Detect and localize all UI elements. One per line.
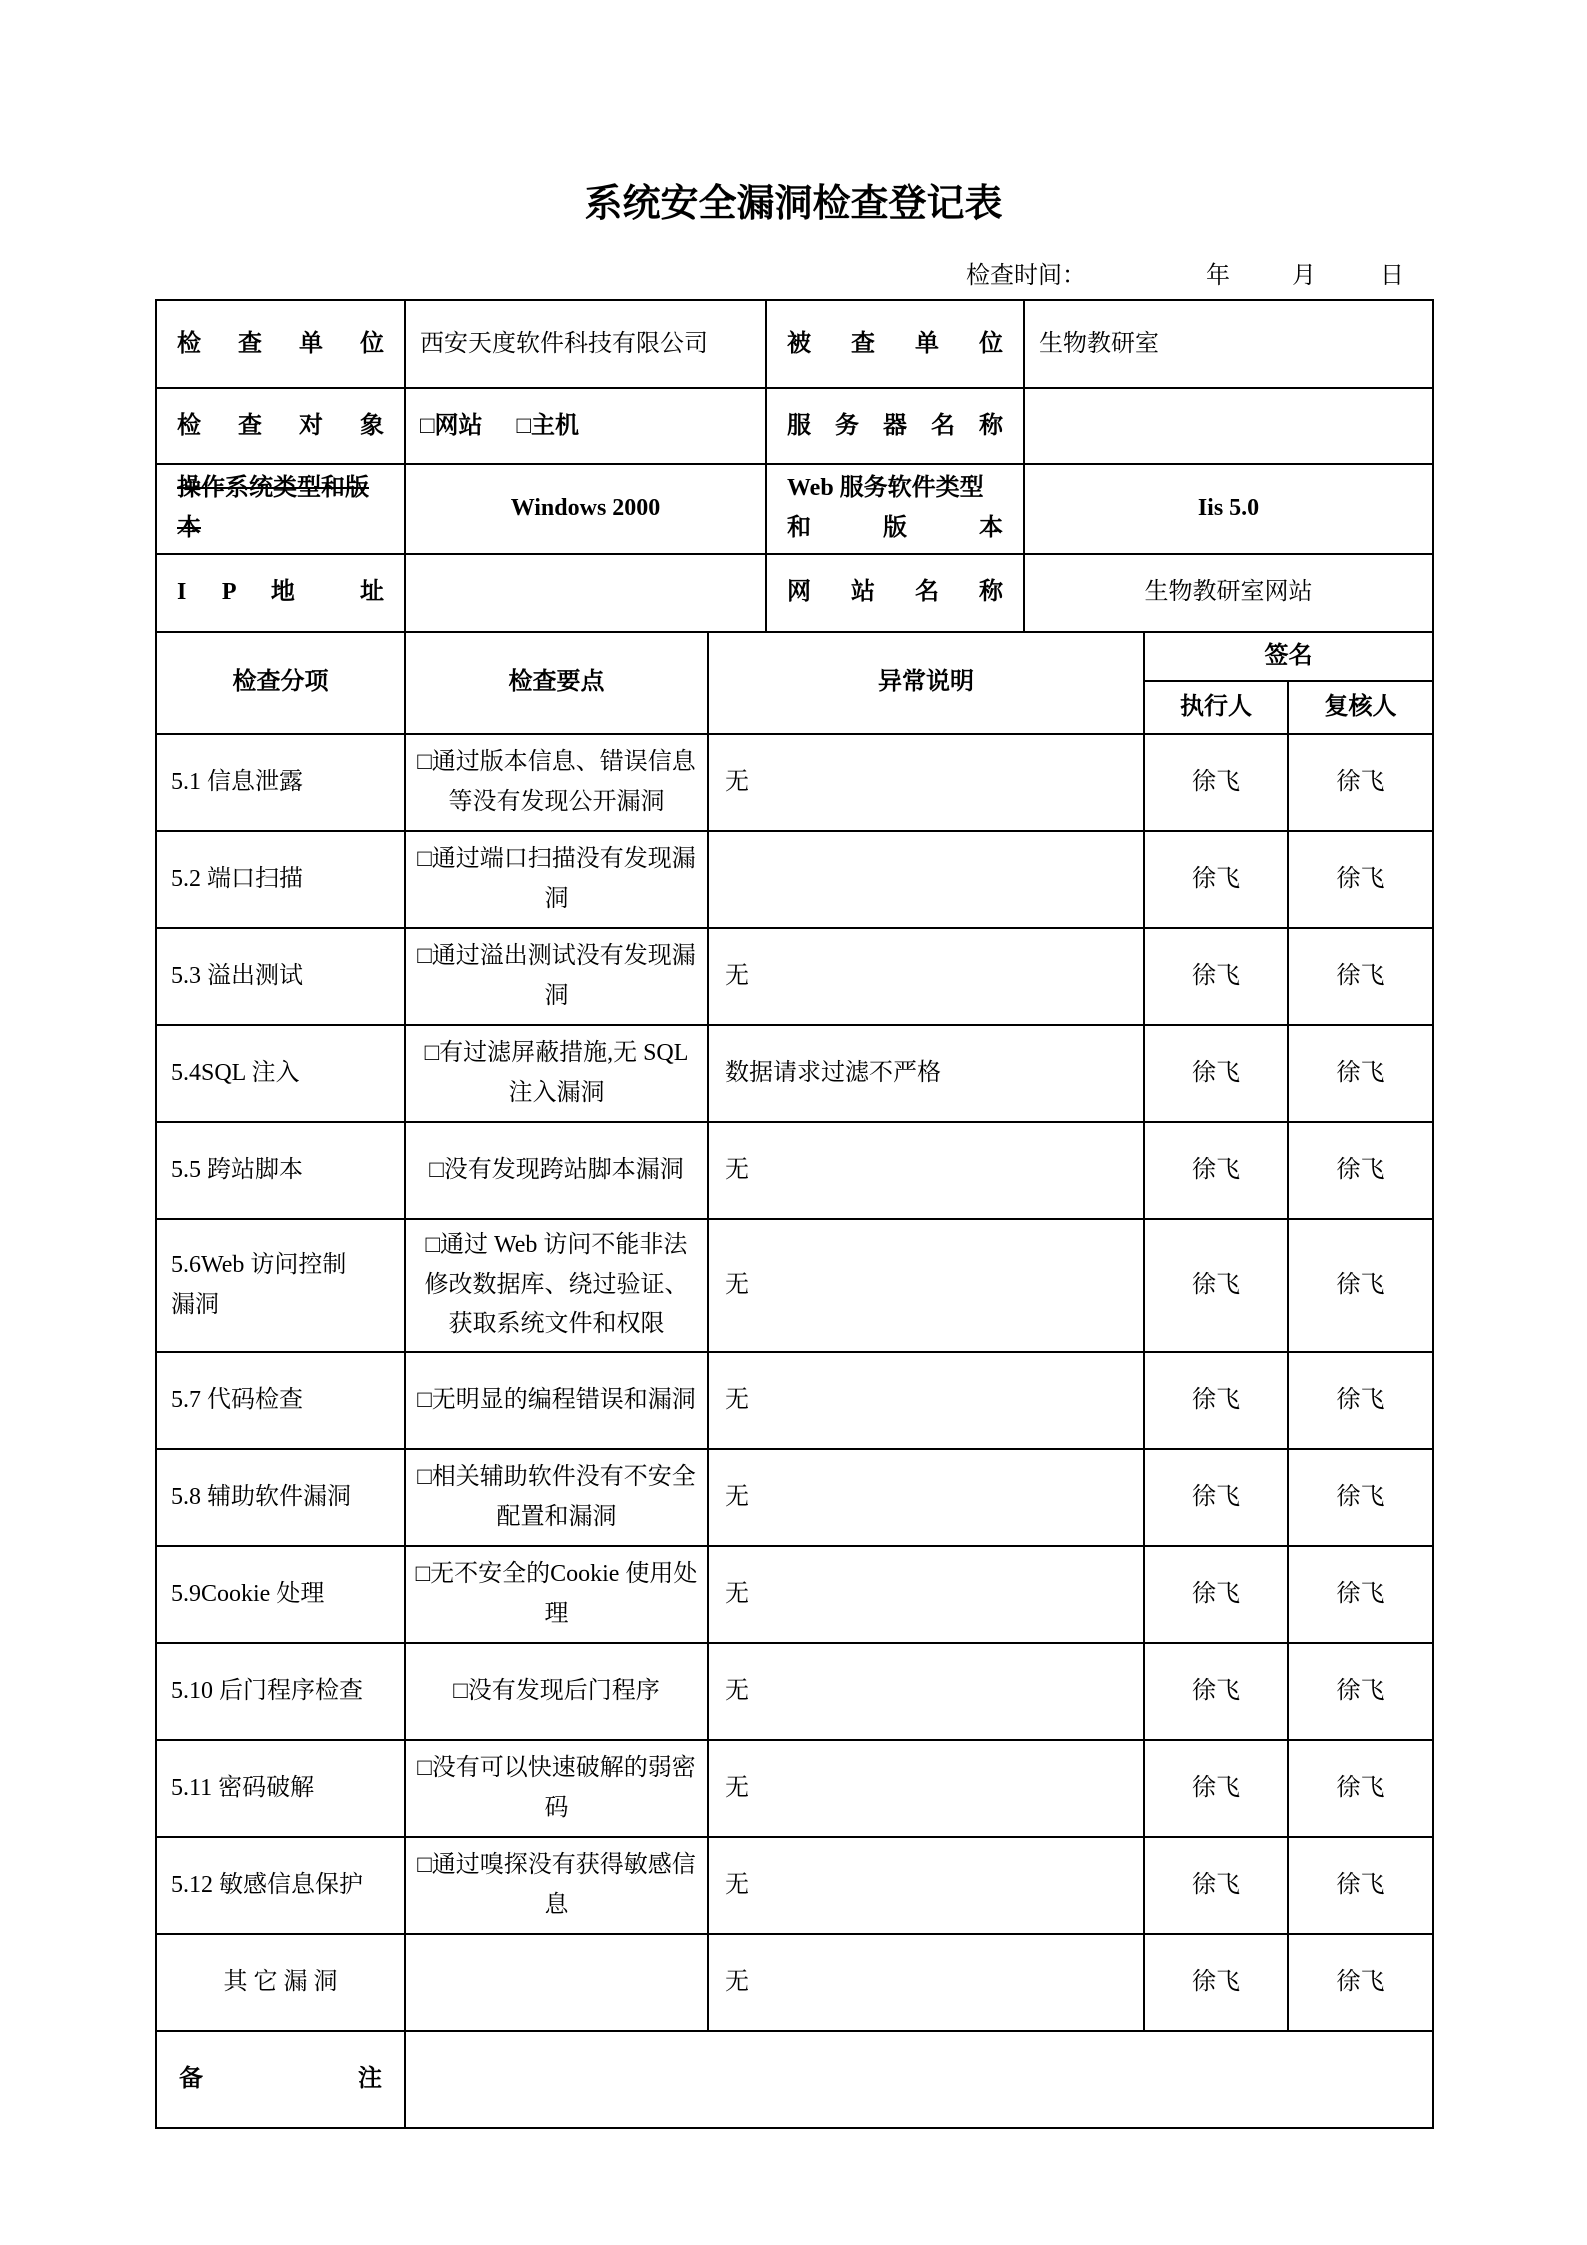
server-name-value xyxy=(1024,388,1433,464)
check-item: 5.11 密码破解 xyxy=(156,1740,405,1837)
executor-signature: 徐飞 xyxy=(1144,928,1288,1025)
reviewer-signature: 徐飞 xyxy=(1288,1219,1433,1352)
check-item: 其 它 漏 洞 xyxy=(156,1934,405,2031)
ip-address-label: I P 地 址 xyxy=(156,554,405,632)
date-day-label: 日 xyxy=(1380,263,1404,290)
date-label: 检查时间： xyxy=(966,263,1086,290)
check-point: □有过滤屏蔽措施,无 SQL 注入漏洞 xyxy=(405,1025,708,1122)
executor-signature: 徐飞 xyxy=(1144,1837,1288,1934)
check-abnormal: 无 xyxy=(708,1740,1144,1837)
check-item: 5.9Cookie 处理 xyxy=(156,1546,405,1643)
check-item: 5.1 信息泄露 xyxy=(156,734,405,831)
executor-signature: 徐飞 xyxy=(1144,1934,1288,2031)
executor-signature: 徐飞 xyxy=(1144,1546,1288,1643)
page-title: 系统安全漏洞检查登记表 xyxy=(584,183,1003,225)
document-page xyxy=(155,0,1432,2129)
reviewer-signature: 徐飞 xyxy=(1288,1740,1433,1837)
site-name-value: 生物教研室网站 xyxy=(1024,554,1433,632)
header-signature: 签名 xyxy=(1144,632,1433,682)
header-check-item: 检查分项 xyxy=(156,632,405,735)
executor-signature: 徐飞 xyxy=(1144,831,1288,928)
check-point: □通过 Web 访问不能非法修改数据库、绕过验证、获取系统文件和权限 xyxy=(405,1219,708,1352)
check-point: □没有可以快速破解的弱密码 xyxy=(405,1740,708,1837)
info-row-os xyxy=(156,464,1433,553)
check-row xyxy=(156,1837,1433,1934)
check-header-row-1 xyxy=(156,632,1433,682)
ip-address-value xyxy=(405,554,766,632)
executor-signature: 徐飞 xyxy=(1144,1449,1288,1546)
web-software-label-line1: Web 服务软件类型 xyxy=(787,475,984,502)
reviewer-signature: 徐飞 xyxy=(1288,1122,1433,1219)
header-executor: 执行人 xyxy=(1144,681,1288,734)
check-row xyxy=(156,1219,1433,1352)
header-check-point: 检查要点 xyxy=(405,632,708,735)
check-table xyxy=(155,631,1434,2130)
check-item: 5.6Web 访问控制漏洞 xyxy=(156,1219,405,1352)
check-abnormal: 无 xyxy=(708,1352,1144,1449)
check-row xyxy=(156,1025,1433,1122)
reviewer-signature: 徐飞 xyxy=(1288,1643,1433,1740)
check-abnormal: 无 xyxy=(708,1546,1144,1643)
reviewer-signature: 徐飞 xyxy=(1288,1837,1433,1934)
check-abnormal: 无 xyxy=(708,1643,1144,1740)
inspect-unit-value: 西安天度软件科技有限公司 xyxy=(405,300,766,388)
date-month-label: 月 xyxy=(1292,263,1316,290)
check-item: 5.5 跨站脚本 xyxy=(156,1122,405,1219)
check-abnormal: 无 xyxy=(708,1449,1144,1546)
check-point: □无不安全的Cookie 使用处理 xyxy=(405,1546,708,1643)
check-item: 5.10 后门程序检查 xyxy=(156,1643,405,1740)
remark-row xyxy=(156,2031,1433,2128)
executor-signature: 徐飞 xyxy=(1144,1025,1288,1122)
info-row-inspect-object xyxy=(156,388,1433,464)
os-label: 操作系统类型和版本 xyxy=(156,464,405,553)
check-row xyxy=(156,1740,1433,1837)
check-abnormal: 无 xyxy=(708,1219,1144,1352)
check-point: □相关辅助软件没有不安全配置和漏洞 xyxy=(405,1449,708,1546)
date-year-label: 年 xyxy=(1206,263,1230,290)
reviewer-signature: 徐飞 xyxy=(1288,1352,1433,1449)
check-row xyxy=(156,928,1433,1025)
header-abnormal: 异常说明 xyxy=(708,632,1144,735)
check-item: 5.4SQL 注入 xyxy=(156,1025,405,1122)
check-point: □通过嗅探没有获得敏感信息 xyxy=(405,1837,708,1934)
check-point: □通过端口扫描没有发现漏洞 xyxy=(405,831,708,928)
header-reviewer: 复核人 xyxy=(1288,681,1433,734)
executor-signature: 徐飞 xyxy=(1144,734,1288,831)
check-row xyxy=(156,1643,1433,1740)
reviewer-signature: 徐飞 xyxy=(1288,831,1433,928)
reviewer-signature: 徐飞 xyxy=(1288,1025,1433,1122)
executor-signature: 徐飞 xyxy=(1144,1122,1288,1219)
check-point: □通过溢出测试没有发现漏洞 xyxy=(405,928,708,1025)
inspected-unit-value: 生物教研室 xyxy=(1024,300,1433,388)
check-point xyxy=(405,1934,708,2031)
web-software-label xyxy=(766,464,1024,553)
check-abnormal: 无 xyxy=(708,928,1144,1025)
check-abnormal: 无 xyxy=(708,1837,1144,1934)
executor-signature: 徐飞 xyxy=(1144,1643,1288,1740)
check-row xyxy=(156,831,1433,928)
website-checkbox[interactable]: □网站 xyxy=(420,412,483,439)
check-row xyxy=(156,1449,1433,1546)
site-name-label: 网 站 名 称 xyxy=(766,554,1024,632)
check-item: 5.2 端口扫描 xyxy=(156,831,405,928)
check-abnormal: 数据请求过滤不严格 xyxy=(708,1025,1144,1122)
check-point: □无明显的编程错误和漏洞 xyxy=(405,1352,708,1449)
executor-signature: 徐飞 xyxy=(1144,1740,1288,1837)
other-vulnerability-row xyxy=(156,1934,1433,2031)
executor-signature: 徐飞 xyxy=(1144,1219,1288,1352)
check-abnormal: 无 xyxy=(708,1122,1144,1219)
executor-signature: 徐飞 xyxy=(1144,1352,1288,1449)
check-item: 5.7 代码检查 xyxy=(156,1352,405,1449)
check-row xyxy=(156,734,1433,831)
check-item: 5.12 敏感信息保护 xyxy=(156,1837,405,1934)
inspect-object-label: 检 查 对 象 xyxy=(156,388,405,464)
check-row xyxy=(156,1122,1433,1219)
info-row-ip xyxy=(156,554,1433,632)
os-value: Windows 2000 xyxy=(405,464,766,553)
inspect-object-value xyxy=(405,388,766,464)
reviewer-signature: 徐飞 xyxy=(1288,1934,1433,2031)
web-software-label-line2: 和 版 本 xyxy=(787,514,1003,541)
check-abnormal: 无 xyxy=(708,1934,1144,2031)
check-row xyxy=(156,1352,1433,1449)
remark-label: 备 注 xyxy=(156,2031,405,2128)
check-point: □通过版本信息、错误信息等没有发现公开漏洞 xyxy=(405,734,708,831)
inspect-unit-label: 检 查 单 位 xyxy=(156,300,405,388)
host-checkbox[interactable]: □主机 xyxy=(516,412,579,439)
check-row xyxy=(156,1546,1433,1643)
reviewer-signature: 徐飞 xyxy=(1288,1546,1433,1643)
check-point: □没有发现跨站脚本漏洞 xyxy=(405,1122,708,1219)
reviewer-signature: 徐飞 xyxy=(1288,928,1433,1025)
reviewer-signature: 徐飞 xyxy=(1288,734,1433,831)
inspection-date-line xyxy=(155,255,1432,291)
remark-value xyxy=(405,2031,1433,2128)
reviewer-signature: 徐飞 xyxy=(1288,1449,1433,1546)
check-point: □没有发现后门程序 xyxy=(405,1643,708,1740)
inspected-unit-label: 被 查 单 位 xyxy=(766,300,1024,388)
web-software-value: Iis 5.0 xyxy=(1024,464,1433,553)
check-abnormal: 无 xyxy=(708,734,1144,831)
server-name-label: 服 务 器 名 称 xyxy=(766,388,1024,464)
info-row-inspect-unit xyxy=(156,300,1433,388)
info-table xyxy=(155,299,1434,632)
check-abnormal xyxy=(708,831,1144,928)
check-item: 5.3 溢出测试 xyxy=(156,928,405,1025)
check-item: 5.8 辅助软件漏洞 xyxy=(156,1449,405,1546)
